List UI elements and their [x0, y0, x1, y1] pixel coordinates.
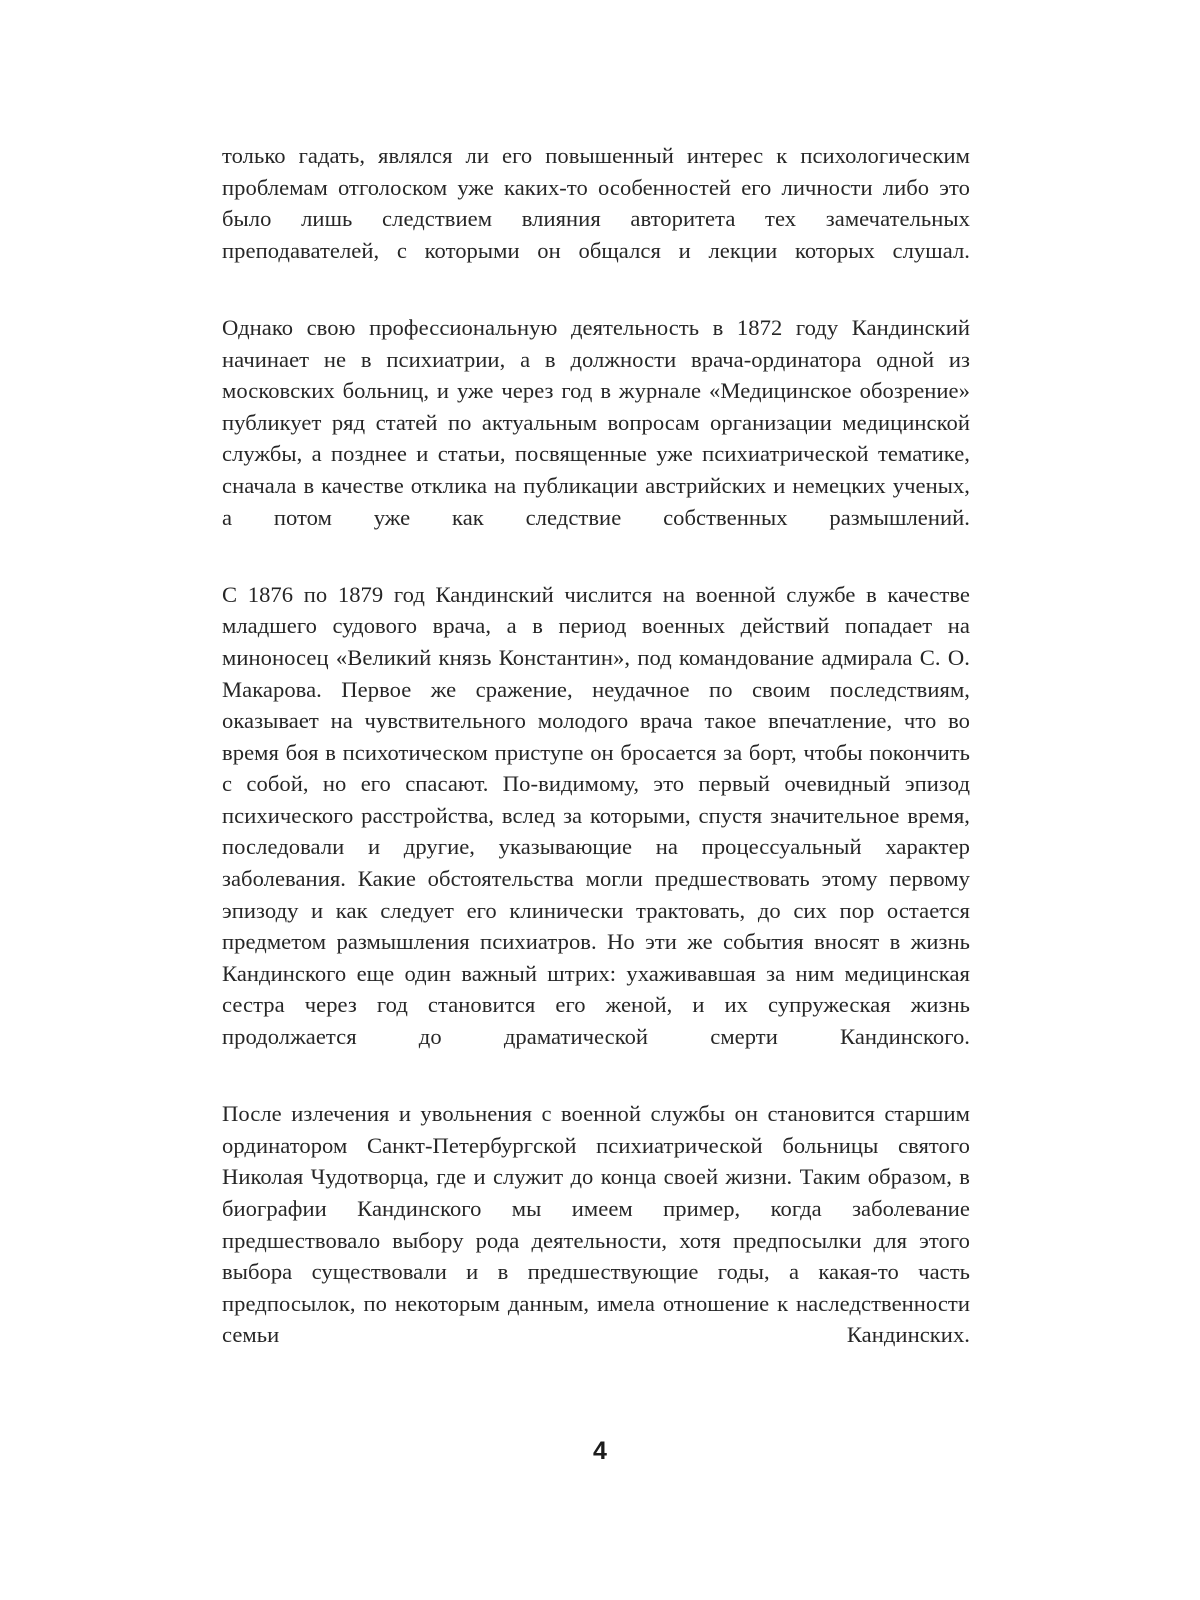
text-column	[222, 140, 970, 1383]
body-paragraph-1: только гадать, являлся ли его повышенный интерес к психологическим проблемам отголоском уже каких-то особенностей его личности либо это было лишь следствием влияния авторитета тех замечательных преподавателей, с которыми он общался и лекции которых слушал.	[222, 143, 970, 263]
body-paragraph-3: С 1876 по 1879 год Кандинский числится на военной службе в качестве младшего судового врача, а в период военных действий попадает на миноносец «Великий князь Константин», под командование адмирала С. О. Макарова. Первое же сражение, неудачное по своим последствиям, оказывает на чувствительного молодого врача такое впечатление, что во время боя в психотическом приступе он бросается за борт, чтобы покончить с собой, но его спасают. По-видимому, это первый очевидный эпизод психического расстройства, вслед за которыми, спустя значительное время, последовали и другие, указывающие на процессуальный характер заболевания. Какие обстоятельства могли предшествовать этому первому эпизоду и как следует его клинически трактовать, до сих пор остается предметом размышления психиатров. Но эти же события вносят в жизнь Кандинского еще один важный штрих: ухаживавшая за ним медицинская сестра через год становится его женой, и их супружеская жизнь продолжается до драматической смерти Кандинского.	[222, 581, 970, 1050]
page-number: 4	[593, 1437, 607, 1465]
body-paragraph-4: После излечения и увольнения с военной службы он становится старшим ординатором Санкт-Петербургской психиатрической больницы святого Николая Чудотворца, где и служит до конца своей жизни. Таким образом, в биографии Кандинского мы имеем пример, когда заболевание предшествовало выбору рода деятельности, хотя предпосылки для этого выбора существовали и в предшествующие годы, а какая-то часть предпосылок, по некоторым данным, имела отношение к наследственности семьи Кандинских.	[222, 1101, 970, 1348]
body-paragraph-2: Однако свою профессиональную деятельность в 1872 году Кандинский начинает не в психиатрии, а в должности врача-ординатора одной из московских больниц, и уже через год в журнале «Медицинское обозрение» публикует ряд статей по актуальным вопросам организации медицинской службы, а позднее и статьи, посвященные уже психиатрической тематике, сначала в качестве отклика на публикации австрийских и немецких ученых, а потом уже как следствие собственных размышлений.	[222, 314, 970, 530]
